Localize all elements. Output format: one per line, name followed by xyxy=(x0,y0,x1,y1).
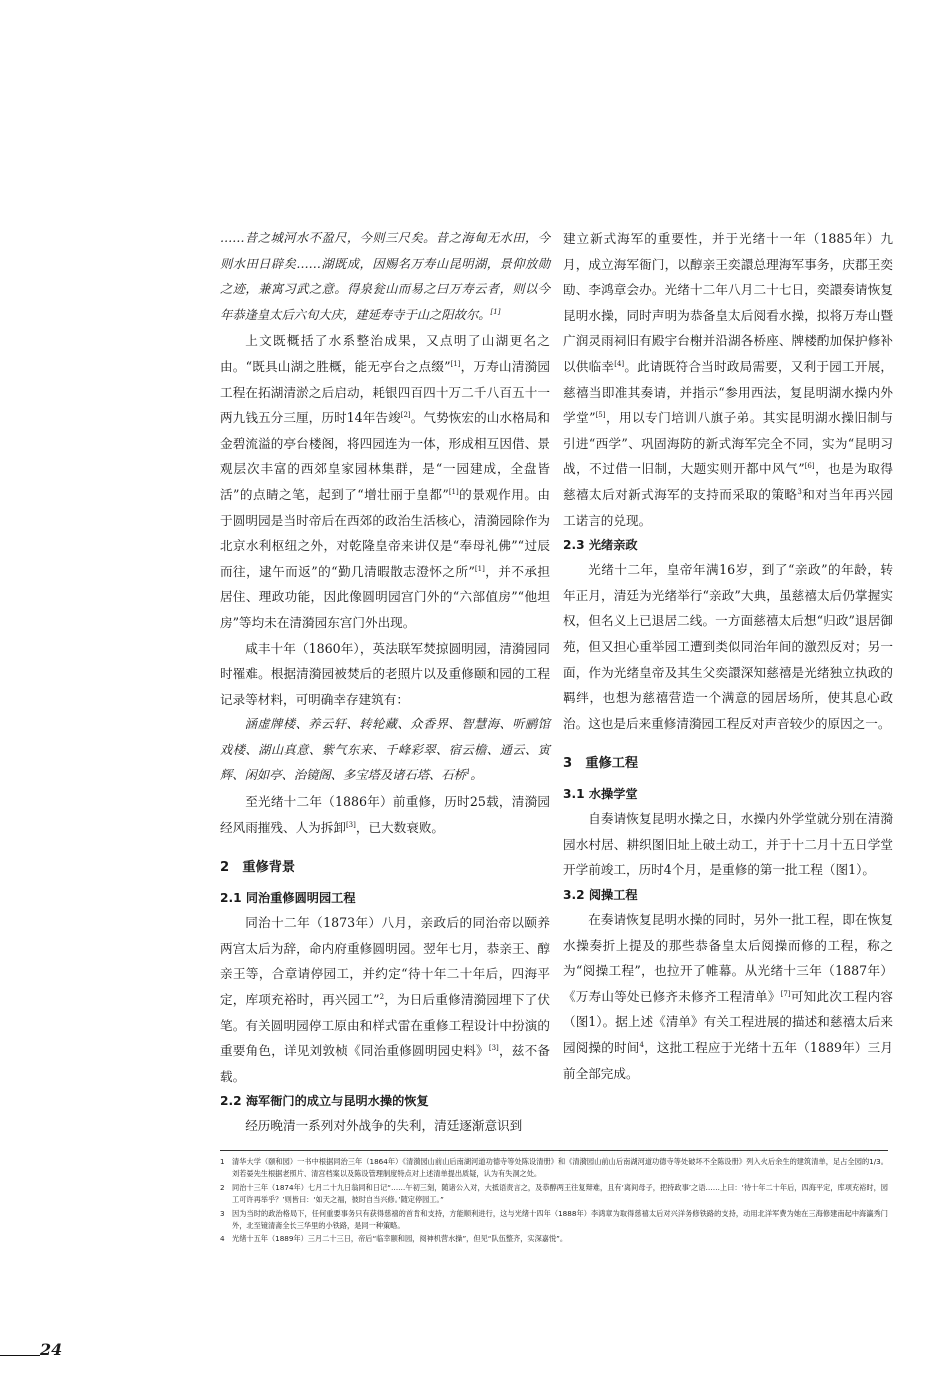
footnotes xyxy=(220,1150,888,1247)
page-number: 24 xyxy=(40,1340,63,1359)
subsection-heading: 3.2 阅操工程 xyxy=(563,888,638,903)
subsection-heading: 2.1 同治重修圆明园工程 xyxy=(220,891,356,906)
paragraph: 自奏请恢复昆明水操之日，水操内外学堂就分别在清漪园水村居、耕织图旧址上破土动工，并于十二月十五日学堂开学前竣工，历时4个月，是重修的第一批工程（图1）。 xyxy=(563,811,893,878)
footnote-text: 因为当时的政治格局下，任何重要事务只有获得慈禧的首肯和支持，方能顺利进行，这与光绪十四年（1888年）李鸿章为取得慈禧太后对兴洋务修铁路的支持，动用北洋军费为她在三海修建南起中海瀛秀门外，北至镜清斋全长三华里的小铁路，是同一种策略。 xyxy=(232,1208,888,1231)
citation: [4] xyxy=(614,359,625,368)
citation: [3] xyxy=(488,1044,499,1053)
footnote-marker: 2 xyxy=(379,992,385,1001)
left-column xyxy=(220,226,550,1139)
paragraph: 上文既概括了水系整治成果，又点明了山湖更名之由。“既具山湖之胜概，能无亭台之点缀”[1]，万寿山清漪园工程在拓湖清淤之后启动，耗银四百四十万二千八百五十一两九钱五分三厘，历时14年告竣[2]。气势恢宏的山水格局和金碧流溢的亭台楼阁，将四园连为一体，形成相互因借、景观层次丰富的西郊皇家园林集群，是“一园建成，全盘皆活”的点睛之笔，起到了“增壮丽于皇都”[1]的景观作用。由于圆明园是当时帝后在西郊的政治生活核心，清漪园除作为北京水利枢纽之外，对乾隆皇帝来讲仅是“奉母礼佛”“过辰而往，逮午而返”的“勤几清暇散志澄怀之所”[1]，并不承担居住、理政功能，因此像圆明园宫门外的“六部值房”“他坦房”等均未在清漪园东宫门外出现。 xyxy=(220,333,551,630)
citation: [1] xyxy=(490,307,501,316)
footnote-text: 光绪十五年（1889年）三月二十三日，帝后“临幸颐和园，阅神机营水操”，但见“队伍整齐，实深嘉悦”。 xyxy=(232,1234,568,1244)
paragraph: 光绪十二年，皇帝年满16岁，到了“亲政”的年龄，转年正月，清廷为光绪举行“亲政”大典，虽慈禧太后仍掌握实权，但名义上已退居二线。一方面慈禧太后想“归政”退居御苑，但又担心重举园工遭到类似同治年间的激烈反对；另一面，作为光绪皇帝及其生父奕譞深知慈禧是光绪独立执政的羁绊，也想为慈禧营造一个满意的园居场所，使其息心政治。这也是后来重修清漪园工程反对声音较少的原因之一。 xyxy=(563,562,893,731)
footnote xyxy=(220,1182,888,1207)
citation: [3] xyxy=(345,820,356,829)
footnote-number: 1 xyxy=(220,1157,225,1166)
section-heading: 2 重修背景 xyxy=(220,860,296,876)
footnote-marker: 3 xyxy=(797,487,802,496)
citation: [6] xyxy=(804,462,815,471)
citation: [5] xyxy=(595,410,606,419)
citation: [2] xyxy=(400,410,411,419)
subsection-heading: 2.3 光绪亲政 xyxy=(563,538,638,553)
quote-block: 涵虚牌楼、养云轩、转轮藏、众香界、智慧海、听鹂馆戏楼、湖山真意、紫气东来、千峰彩翠、宿云檐、通云、寅辉、闲如亭、治镜阁、多宝塔及诸石塔、石桥$^1$。 xyxy=(220,717,550,783)
paragraph: 至光绪十二年（1886年）前重修，历时25载，清漪园经风雨摧残、人为拆卸[3]，已大数衰败。 xyxy=(220,794,550,835)
citation: [1] xyxy=(450,359,461,368)
footnote xyxy=(220,1233,888,1245)
citation: [7] xyxy=(780,989,791,998)
paragraph: 咸丰十年（1860年），英法联军焚掠圆明园，清漪园同时罹难。根据清漪园被焚后的老照片以及重修颐和园的工程记录等材料，可明确幸存建筑有： xyxy=(220,640,550,707)
quote-block: ……昔之城河水不盈尺，今则三尺矣。昔之海甸无水田，今则水田日辟矣……湖既成，因赐名万寿山昆明湖，景仰放勋之迹，兼寓习武之意。得泉瓮山而易之曰万寿云者，则以今年恭逢皇太后六旬大庆，建延寿寺于山之阳故尔。[1] xyxy=(220,231,550,322)
footnote-text: 同治十三年（1874年）七月二十九日翁同和日记“……午初三刻，随诸公入对，大抵语责言之，及恭醇两王往复辩难，且有‘离间母子，把持政事’之语……上曰：‘待十年二十年后，四海平定，库项充裕时，园工可许再举乎？’则皆曰：‘如天之福，彼时自当兴修。’随定停园工。” xyxy=(232,1182,888,1205)
citation: [1] xyxy=(448,487,459,496)
footnote-text: 清华大学（颐和园）一书中根据同治三年（1864年）《清漪园山前山后南湖河道功德寺等处陈设清册》和《清漪园山前山后南湖河道功德寺等处破坏不全陈设册》列入火后余生的建筑清单，足占全园的1/3。刘若晏先生根据老照片、清宫档案以及陈设管理制度特点对上述清单提出质疑，认为有失洞之处。 xyxy=(232,1157,888,1179)
footnote xyxy=(220,1208,888,1233)
citation: [1] xyxy=(474,564,485,573)
footnote-number: 4 xyxy=(220,1234,225,1244)
paragraph: 建立新式海军的重要性，并于光绪十一年（1885年）九月，成立海军衙门，以醇亲王奕譞总理海军事务，庆郡王奕劻、李鸿章会办。光绪十二年八月二十七日，奕譞奏请恢复昆明水操，同时声明为恭备皇太后阅看水操，拟将万寿山暨广润灵雨祠旧有殿宇台榭并沿湖各桥座、牌楼酌加保护修补以供临幸[4]。此请既符合当时政局需要，又利于园工开展，慈禧当即准其奏请，并指示“参用西法，复昆明湖水操内外学堂”[5]，用以专门培训八旗子弟。其实昆明湖水操旧制与引进“西学”、巩固海防的新式海军完全不同，实为“昆明习战，不过借一旧制，大题实则开都中风气”[6]，也是为取得慈禧太后对新式海军的支持而采取的策略$^3$和对当年再兴园工诺言的兑现。 xyxy=(563,231,894,528)
section-heading: 3 重修工程 xyxy=(563,756,639,772)
page-number-rule xyxy=(0,1355,40,1356)
paragraph: 同治十二年（1873年）八月，亲政后的同治帝以颐养两宫太后为辞，命内府重修圆明园。翌年七月，恭亲王、醇亲王等，合章请停园工，并约定“待十年二十年后，四海平定，库项充裕时，再兴园工”$^2$，为日后重修清漪园埋下了伏笔。有关圆明园停工原由和样式雷在重修工程设计中扮演的重要角色，详见刘敦桢《同治重修圆明园史料》[3]，兹不备载。 xyxy=(220,915,551,1084)
footnote-number: 2 xyxy=(220,1182,225,1192)
right-column xyxy=(563,226,893,1086)
paragraph: 在奏请恢复昆明水操的同时，另外一批工程，即在恢复水操奏折上提及的那些恭备皇太后阅操而修的工程，称之为“阅操工程”，也拉开了帷幕。从光绪十三年（1887年）《万寿山等处已修齐未修齐工程清单》[7]可知此次工程内容（图1）。据上述《清单》有关工程进展的描述和慈禧太后来园阅操的时间$^4$，这批工程应于光绪十五年（1889年）三月前全部完成。 xyxy=(563,912,894,1081)
footnote-marker: 4 xyxy=(639,1040,644,1049)
footnote xyxy=(220,1156,888,1181)
paragraph: 经历晚清一系列对外战争的失利，清廷逐渐意识到 xyxy=(245,1118,523,1134)
footnote-marker: 1 xyxy=(465,768,471,777)
subsection-heading: 2.2 海军衙门的成立与昆明水操的恢复 xyxy=(220,1094,429,1109)
footnote-number: 3 xyxy=(220,1208,225,1218)
subsection-heading: 3.1 水操学堂 xyxy=(563,787,638,802)
